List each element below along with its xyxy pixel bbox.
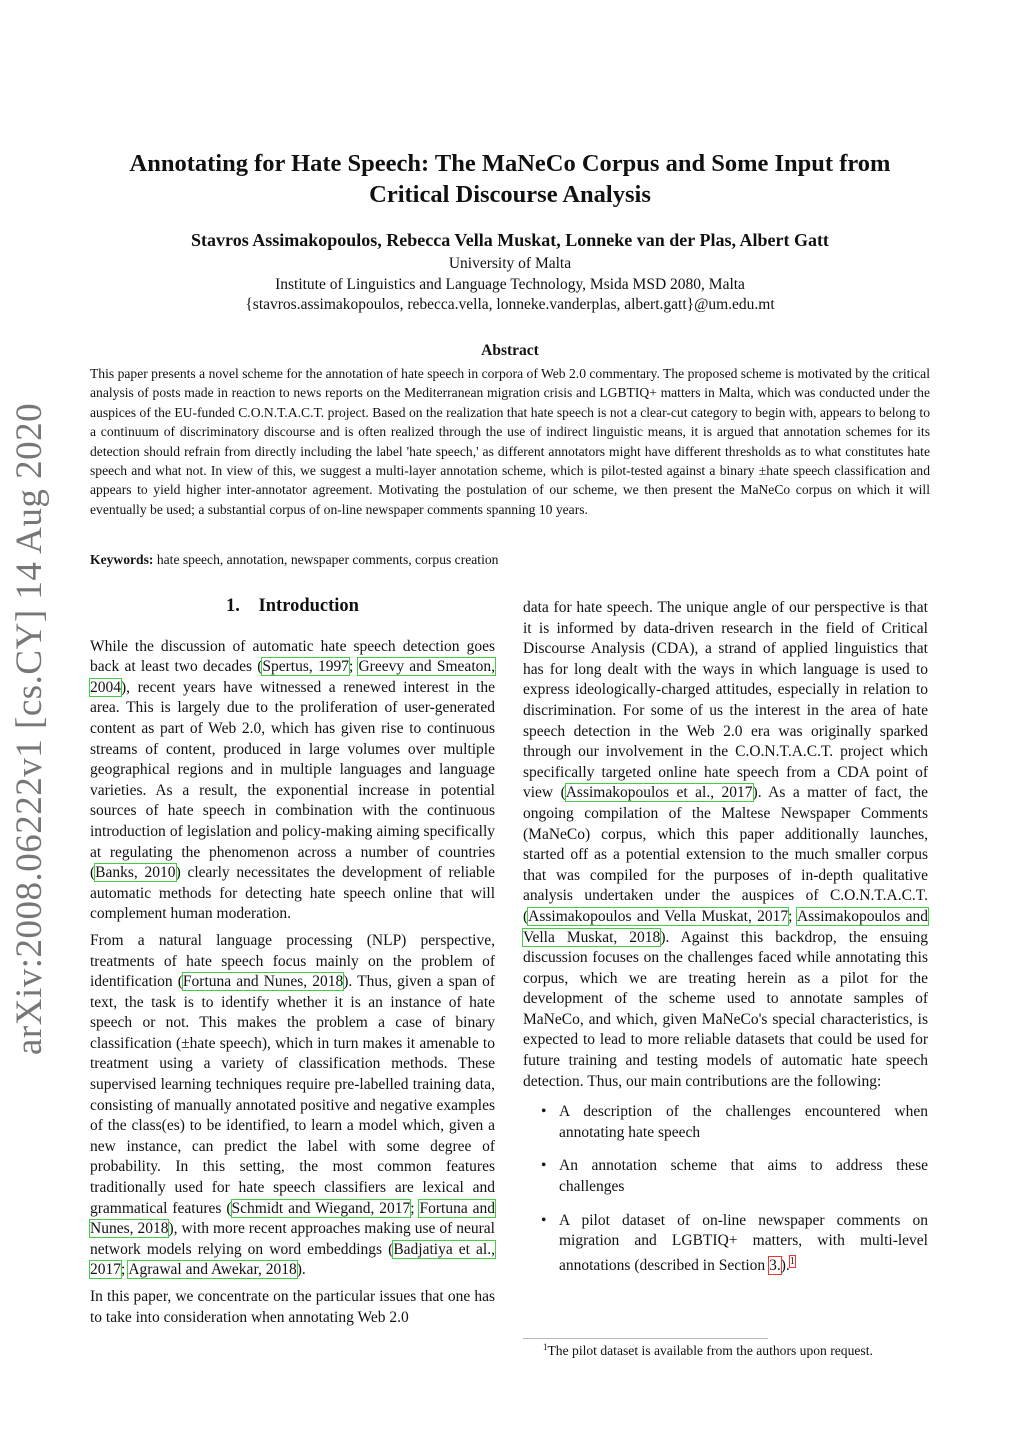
author-list: Stavros Assimakopoulos, Rebecca Vella Muskat, Lonneke van der Plas, Albert Gatt — [191, 230, 829, 250]
citation-link[interactable]: Spertus, 1997 — [262, 658, 349, 676]
list-item — [523, 1102, 928, 1143]
bullet-icon: • — [541, 1211, 547, 1229]
intro-paragraph-1 — [90, 637, 495, 925]
list-item — [523, 1156, 928, 1197]
footnote-number: 1 — [543, 1342, 548, 1352]
footnote-text: The pilot dataset is available from the authors upon request. — [547, 1343, 873, 1358]
footnote-divider — [523, 1338, 768, 1339]
citation-link[interactable]: Assimakopoulos and Vella Muskat, 2017 — [528, 907, 789, 925]
text-run: ; — [788, 907, 797, 925]
text-run: ). Thus, given a span of text, the task is to identify whether it is an instance of hate speech or not. This makes the problem a case of binary classification (±hate speech), which in turn makes it amenable to treatment using a variety of classification methods. These supervised learning techniques require pre-labelled training data, consisting of manually annotated positive and negative examples of the class(es) to be identified, to learn a model which, given a new instance, can predict the label with some degree of probability. In this setting, the most common features traditionally used for hate speech classifiers are lexical and grammatical features ( — [90, 973, 495, 1217]
text-run: data for hate speech. The unique angle of our perspective is that it is informed by data-driven research in the field of Critical Discourse Analysis (CDA), a strand of applied linguistics that has for long dealt with the ways in which language is used to express ideologically-charged attitudes, especially in relation to discrimination. For some of us the interest in the area of hate speech detection in the Web 2.0 era was originally sparked through our involvement in the C.O.N.T.A.C.T. project which specifically targeted online hate speech from a CDA point of view ( — [523, 599, 928, 802]
intro-paragraph-4 — [523, 598, 928, 1092]
author-emails: {stavros.assimakopoulos, rebecca.vella, lonneke.vanderplas, albert.gatt}@um.edu.mt — [245, 296, 775, 313]
list-item-text: A pilot dataset of on-line newspaper comments on migration and LGBTIQ+ matters, with multi-level annotations (described in Section — [559, 1211, 928, 1274]
text-run: From a natural language processing (NLP) perspective, treatments of hate speech focus mainly on the problem of identification ( — [90, 931, 495, 991]
citation-link[interactable]: Fortuna and Nunes, 2018 — [90, 1199, 495, 1238]
text-run: ). As a matter of fact, the ongoing compilation of the Maltese Newspaper Comments (MaNeCo) corpus, which this paper additionally launches, started off as a potential extension to the much smaller corpus that was compiled for the purposes of in-depth qualitative analysis undertaken under the auspices of C.O.N.T.A.C.T. ( — [523, 784, 929, 925]
intro-paragraph-3: In this paper, we concentrate on the particular issues that one has to take into consideration when annotating Web 2.0 — [90, 1288, 495, 1326]
title-line-2: Critical Discourse Analysis — [369, 181, 651, 208]
section-heading — [90, 596, 495, 617]
text-run: ) clearly necessitates the development of reliable automatic methods for detecting hate speech online that will complement human moderation. — [90, 864, 495, 923]
section-number: 1. — [226, 596, 240, 616]
affiliation-institute: Institute of Linguistics and Language Technology, Msida MSD 2080, Malta — [275, 276, 745, 293]
text-run: ; — [121, 1261, 129, 1279]
citation-link[interactable]: Badjatiya et al., 2017 — [90, 1240, 495, 1279]
footnote — [543, 1342, 933, 1359]
citation-link[interactable]: Agrawal and Awekar, 2018 — [128, 1261, 297, 1279]
citation-link[interactable]: Schmidt and Wiegand, 2017 — [231, 1199, 411, 1217]
section-title: Introduction — [258, 596, 359, 616]
text-run: ). — [296, 1261, 306, 1279]
bullet-icon: • — [541, 1103, 547, 1121]
keywords-text: hate speech, annotation, newspaper comments, corpus creation — [156, 552, 499, 567]
citation-link[interactable]: Greevy and Smeaton, 2004 — [90, 658, 495, 696]
bullet-icon: • — [541, 1157, 547, 1175]
citation-link[interactable]: Assimakopoulos et al., 2017 — [565, 784, 753, 802]
contributions-list — [523, 1102, 928, 1276]
footnote-marker-link[interactable]: 1 — [789, 1255, 795, 1267]
text-run: ). Against this backdrop, the ensuing discussion focuses on the challenges faced while annotating this corpus, which we are treating herein as a pilot for the development of the scheme used to annotate samples of MaNeCo, and which, given MaNeCo's special characteristics, is expected to lead to more reliable datasets that could be used for future training and testing models of automatic hate speech detection. Thus, our main contributions are the following: — [523, 928, 928, 1090]
text-run: ), with more recent approaches making use of neural network models relying on word embeddings ( — [90, 1220, 495, 1258]
intro-paragraph-2 — [90, 931, 495, 1281]
text-run: While the discussion of automatic hate speech detection goes back at least two decades ( — [90, 637, 495, 676]
list-item-text: An annotation scheme that aims to address these challenges — [559, 1157, 928, 1196]
keywords-line — [90, 552, 930, 568]
citation-link[interactable]: Banks, 2010 — [95, 864, 176, 882]
affiliation-university: University of Malta — [448, 255, 572, 272]
list-item-text: A description of the challenges encountered when annotating hate speech — [559, 1103, 928, 1141]
list-item — [523, 1211, 928, 1277]
title-line-1: Annotating for Hate Speech: The MaNeCo Corpus and Some Input from — [129, 150, 891, 177]
citation-link[interactable]: Fortuna and Nunes, 2018 — [182, 973, 344, 991]
right-column — [523, 598, 928, 1290]
text-run: ; — [348, 658, 359, 676]
text-run: ). — [780, 1256, 790, 1274]
text-run: ; — [410, 1199, 420, 1217]
text-run: ), recent years have witnessed a renewed interest in the area. This is largely due to the proliferation of user-generated content as part of Web 2.0, which has given rise to continuous streams of content, produced in large volumes over multiple geographical regions and in multiple languages and language varieties. As a result, the exponential increase in potential sources of hate speech in combination with the continuous introduction of legislation and policy-making aiming specifically at regulating the phenomenon across a number of countries ( — [90, 678, 495, 882]
abstract-body: This paper presents a novel scheme for the annotation of hate speech in corpora of Web 2.0 commentary. The proposed scheme is motivated by the critical analysis of posts made in reaction to news reports on the Mediterranean migration crisis and LGBTIQ+ matters in Malta, which was conducted under the auspices of the EU-funded C.O.N.T.A.C.T. project. Based on the realization that hate speech is not a clear-cut category to begin with, appears to belong to a continuum of discriminatory discourse and is often realized through the use of indirect linguistic means, it is argued that annotation schemes for its detection should refrain from directly including the label 'hate speech,' as different annotators might have different thresholds as to what constitutes hate speech and what not. In view of this, we suggest a multi-layer annotation scheme, which is pilot-tested against a binary ±hate speech classification and appears to yield higher inter-annotator agreement. Motivating the postulation of our scheme, we then present the MaNeCo corpus on which it will eventually be used; a substantial corpus of on-line newspaper comments spanning 10 years. — [90, 366, 930, 517]
paper-title — [90, 148, 930, 210]
keywords-label: Keywords: — [90, 552, 154, 567]
arxiv-identifier-stamp: arXiv:2008.06222v1 [cs.CY] 14 Aug 2020 — [9, 402, 50, 1055]
left-column — [90, 596, 495, 1334]
abstract-heading: Abstract — [481, 342, 539, 359]
section-reference-link[interactable]: 3. — [769, 1256, 781, 1274]
citation-link[interactable]: Assimakopoulos and Vella Muskat, 2018 — [523, 907, 929, 946]
